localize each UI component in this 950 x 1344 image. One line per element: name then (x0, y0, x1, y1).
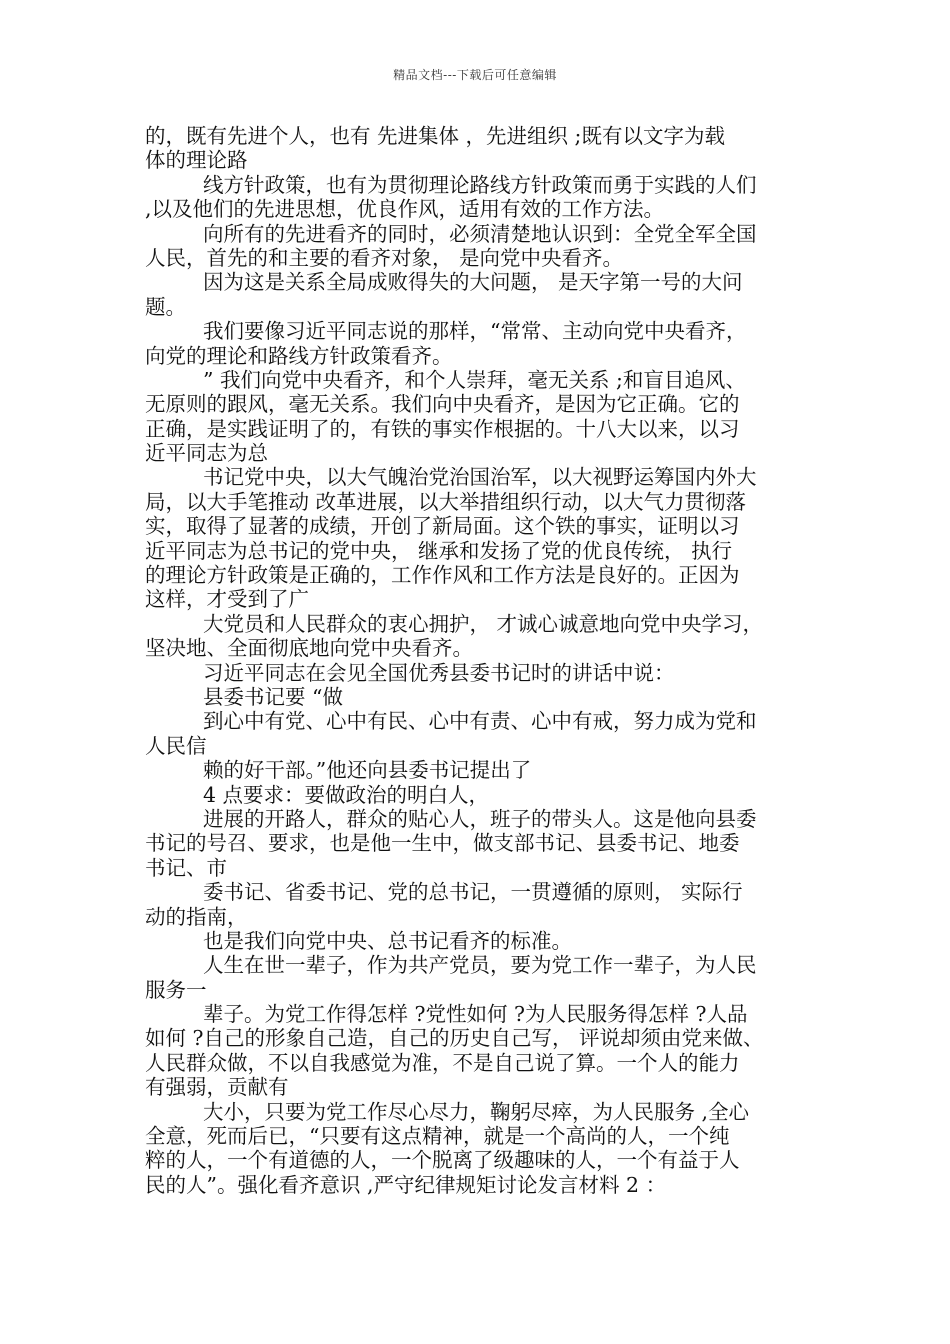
text-line: 大党员和人民群众的衷心拥护， 才诚心诚意地向党中央学习， (203, 611, 764, 636)
text-line: 题。 (145, 294, 186, 319)
text-line: 实，取得了显著的成绩，开创了新局面。这个铁的事实，证明以习 (145, 514, 740, 539)
text-line: 近平同志为总书记的党中央， 继承和发扬了党的优良传统， 执行 (145, 538, 733, 563)
text-line: 这样，才受到了广 (145, 587, 309, 612)
text-line: 书记党中央，以大气魄治党治国治军，以大视野运筹国内外大 (203, 465, 757, 490)
text-line: 体的理论路 (145, 148, 248, 173)
text-line: 向党的理论和路线方针政策看齐。 (145, 343, 453, 368)
text-line: 进展的开路人，群众的贴心人，班子的带头人。这是他向县委 (203, 806, 757, 831)
text-line: 委书记、省委书记、党的总书记，一贯遵循的原则， 实际行 (203, 880, 743, 905)
text-line: 坚决地、全面彻底地向党中央看齐。 (145, 636, 473, 661)
text-line: 近平同志为总 (145, 441, 268, 466)
text-line: 民的人”。强化看齐意识 ,严守纪律规矩讨论发言材料 2 ： (145, 1172, 667, 1197)
text-line: 线方针政策，也有为贯彻理论路线方针政策而勇于实践的人们 (203, 172, 757, 197)
text-line: 书记的号召、要求，也是他一生中，做支部书记、县委书记、地委 (145, 831, 740, 856)
text-line: 因为这是关系全局成败得失的大问题， 是天字第一号的大问 (203, 270, 743, 295)
text-line: 动的指南， (145, 904, 248, 929)
text-line: 局，以大手笔推动 改革进展，以大举措组织行动，以大气力贯彻落 (145, 489, 747, 514)
text-line: 的，既有先进个人，也有 先进集体 ，先进组织 ;既有以文字为载 (145, 124, 725, 148)
text-line: 大小，只要为党工作尽心尽力，鞠躬尽瘁，为人民服务 ,全心 (203, 1099, 750, 1124)
text-line: 辈子。为党工作得怎样 ?党性如何 ?为人民服务得怎样 ?人品 (203, 1002, 748, 1027)
text-line: 粹的人，一个有道德的人，一个脱离了级趣味的人，一个有益于人 (145, 1148, 740, 1173)
text-line: 也是我们向党中央、总书记看齐的标准。 (203, 928, 572, 953)
text-line: 4 点要求：要做政治的明白人， (203, 782, 490, 807)
text-line: 有强弱，贡献有 (145, 1075, 289, 1100)
text-line: 习近平同志在会见全国优秀县委书记时的讲话中说： (203, 660, 675, 685)
text-line: 人民信 (145, 733, 207, 758)
text-line: 人民群众做，不以自我感觉为准，不是自己说了算。一个人的能力 (145, 1050, 740, 1075)
text-line: 人民，首先的和主要的看齐对象， 是向党中央看齐。 (145, 245, 624, 270)
text-line: 人生在世一辈子，作为共产党员，要为党工作一辈子，为人民 (203, 953, 757, 978)
text-line: 的理论方针政策是正确的，工作作风和工作方法是良好的。正因为 (145, 563, 740, 588)
text-line: 书记、市 (145, 855, 227, 880)
text-line: ” 我们向党中央看齐，和个人崇拜，毫无关系 ;和盲目追风、 (203, 367, 746, 392)
text-line: 向所有的先进看齐的同时，必须清楚地认识到：全党全军全国 (203, 221, 757, 246)
page-header: 精品文档---下载后可任意编辑 (393, 68, 557, 82)
text-line: 赖的好干部。”他还向县委书记提出了 (203, 758, 532, 783)
text-line: 县委书记要 “做 (203, 684, 343, 709)
text-line: 到心中有党、心中有民、心中有责、心中有戒，努力成为党和 (203, 709, 757, 734)
text-line: 服务一 (145, 977, 207, 1002)
document-body (145, 124, 815, 1197)
text-line: 无原则的跟风，毫无关系。我们向中央看齐，是因为它正确。它的 (145, 392, 740, 417)
text-line: 我们要像习近平同志说的那样，“常常、主动向党中央看齐， (203, 319, 747, 344)
text-line: 如何 ?自己的形象自己造，自己的历史自己写， 评说却须由党来做、 (145, 1026, 764, 1051)
text-line: 正确，是实践证明了的，有铁的事实作根据的。十八大以来，以习 (145, 416, 740, 441)
text-line: ,以及他们的先进思想，优良作风，适用有效的工作方法。 (145, 197, 665, 222)
text-line: 全意，死而后已，“只要有这点精神，就是一个高尚的人，一个纯 (145, 1124, 730, 1149)
